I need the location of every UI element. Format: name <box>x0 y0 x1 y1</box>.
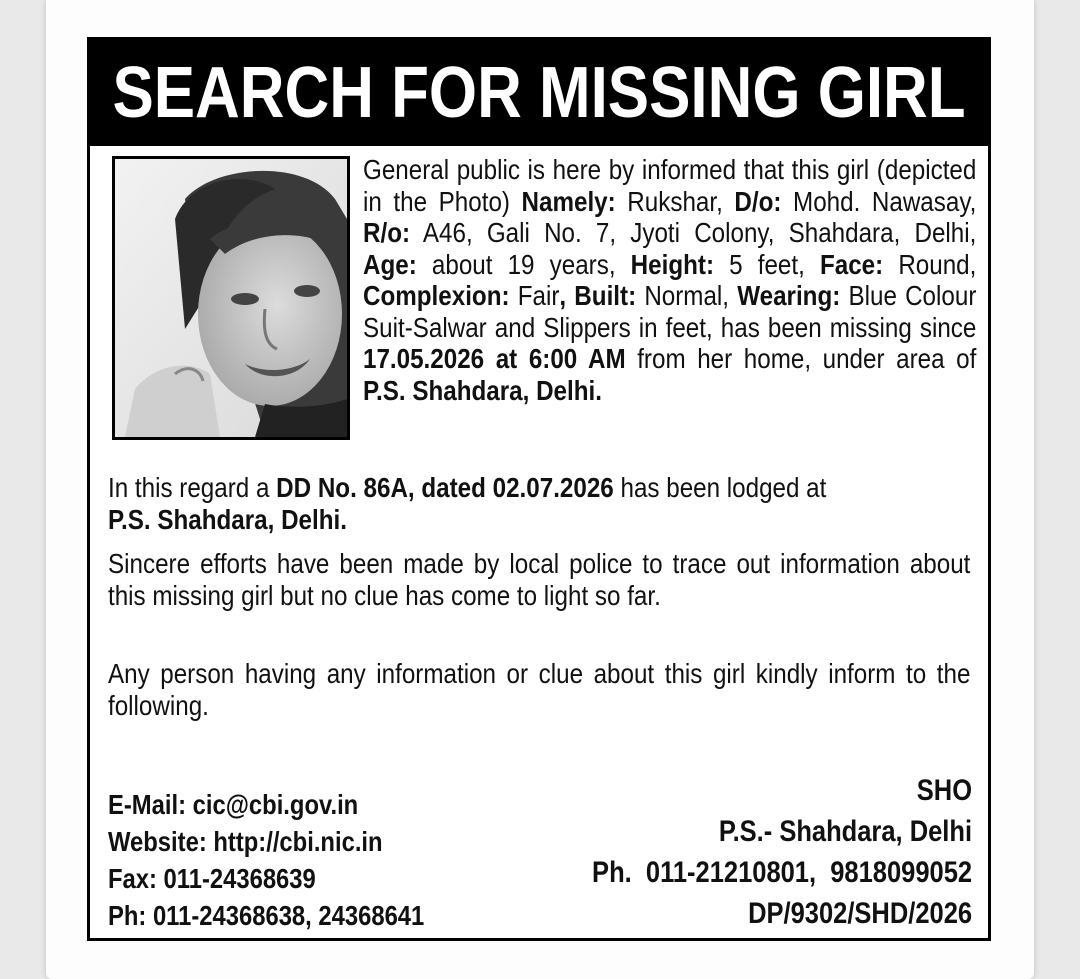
age-value: about 19 years, <box>416 248 631 280</box>
height-label: Height: <box>630 248 715 280</box>
complexion-label: Complexion: <box>363 280 510 311</box>
police-station: P.S. Shahdara, Delhi. <box>363 374 602 406</box>
description-paragraph <box>363 154 976 406</box>
appeal-paragraph: Any person having any information or clue about this girl kindly inform to the following. <box>108 658 971 721</box>
dd-intro: In this regard a <box>108 472 277 503</box>
built-value: Normal, <box>636 280 738 311</box>
contact-fax: Fax: 011-24368639 <box>108 863 316 894</box>
from-home-text: from her home, under area of <box>625 343 977 374</box>
face-value: Round, <box>883 248 977 280</box>
sho-block <box>592 770 972 934</box>
age-label: Age: <box>363 248 417 280</box>
sho-designation: SHO <box>916 774 972 807</box>
contact-block <box>108 786 424 934</box>
address-value: A46, Gali No. 7, Jyoti Colony, Shahdara, Delhi, <box>410 217 977 248</box>
height-value: 5 feet, <box>714 248 820 280</box>
dd-reference: DD No. 86A, dated 02.07.2026 <box>276 472 614 503</box>
address-label: R/o: <box>363 217 411 248</box>
missing-since: 17.05.2026 at 6:00 AM <box>363 343 626 374</box>
dd-paragraph <box>108 472 970 535</box>
complexion-comma: , <box>559 280 567 311</box>
missing-person-notice <box>87 37 991 941</box>
portrait-photo-icon <box>112 156 350 440</box>
dd-station: P.S. Shahdara, Delhi. <box>108 503 347 535</box>
efforts-paragraph: Sincere efforts have been made by local police to trace out information about this missing girl but no clue has come to light so far. <box>108 548 971 611</box>
sho-station: P.S.- Shahdara, Delhi <box>718 815 972 848</box>
contact-phone: Ph: 011-24368638, 24368641 <box>108 900 425 931</box>
contact-website: Website: http://cbi.nic.in <box>108 826 383 857</box>
complexion-value: Fair <box>509 280 560 311</box>
dd-lodged-text: has been lodged at <box>613 472 827 503</box>
wearing-label: Wearing: <box>737 280 841 311</box>
built-label: Built: <box>574 280 637 311</box>
face-label: Face: <box>819 248 884 280</box>
father-value: Mohd. Nawasay, <box>781 185 977 217</box>
sho-reference: DP/9302/SHD/2026 <box>748 897 972 930</box>
name-label: Namely: <box>521 185 616 217</box>
wearing-value: Blue Colour Suit-Salwar and Slippers in feet, has been missing since <box>363 280 977 343</box>
notice-title: SEARCH FOR MISSING GIRL <box>112 53 966 133</box>
title-bar <box>90 40 988 146</box>
father-label: D/o: <box>734 185 782 217</box>
sho-phone: Ph. 011-21210801, 9818099052 <box>591 856 972 889</box>
intro-text: General public is here by informed that this girl (depicted in the Photo) <box>363 154 977 217</box>
contact-email: E-Mail: cic@cbi.gov.in <box>108 789 359 820</box>
name-value: Rukshar, <box>615 185 735 217</box>
